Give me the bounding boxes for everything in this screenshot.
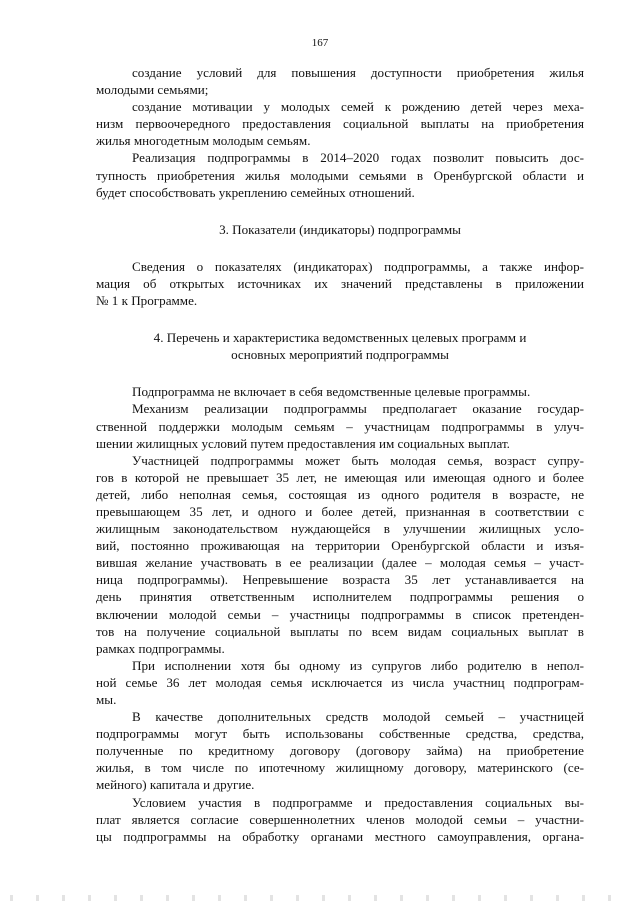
paragraph-line: ственной поддержки молодым семьям – участницам подпрограммы в улуч- [96,418,584,434]
paragraph-line: Условием участия в подпрограмме и предоставления социальных вы- [132,794,584,810]
paragraph-line: тов на получение социальной выплаты по всем видам социальных выплат в [96,623,584,639]
paragraph-line: мация об открытых источниках их значений представлены в приложении [96,275,584,291]
paragraph-line: полученные по кредитному договору (договору займа) на приобретение [96,743,584,759]
paragraph-line: При исполнении хотя бы одному из супругов либо родителю в непол- [132,657,584,673]
paragraph-line: жилья, в том числе по ипотечному жилищному договору, материнского (се- [96,760,584,776]
scan-edge-artifact [10,895,630,901]
document-body [96,64,584,845]
paragraph-line: № 1 к Программе. [96,293,198,309]
paragraph-line: будет способствовать укреплению семейных отношений. [96,184,415,200]
section-heading-line: основных мероприятий подпрограммы [231,347,449,363]
paragraph-line: гов в которой не превышает 35 лет, не имеющая или имеющая одного и более [96,469,584,485]
section-heading-line: 4. Перечень и характеристика ведомственных целевых программ и [153,330,527,346]
paragraph-line: мы. [96,692,117,707]
paragraph-line: день принятия ответственным исполнителем подпрограммы решения о [96,589,584,605]
paragraph-line: создание условий для повышения доступности приобретения жилья [132,65,584,80]
paragraph-line: Участницей подпрограммы может быть молодая семья, возраст супру- [132,452,584,468]
paragraph-line: вий, постоянно проживающая на территории Оренбургской области и изъя- [96,538,584,554]
paragraph-line: жилищным законодательством нуждающейся в улучшении жилищных усло- [96,521,584,537]
paragraph-line: ной семье 36 лет молодая семья исключается из числа участниц подпрограм- [96,674,584,690]
paragraph-line: превышающем 35 лет, и одного и более детей, признанная в соответствии с [96,503,584,519]
paragraph-line: детей, либо неполная семья, состоящая из одного родителя в возрасте, не [96,486,584,502]
paragraph-line: Сведения о показателях (индикаторах) подпрограммы, а также инфор- [132,258,584,274]
paragraph-line: плат является согласие совершеннолетних членов молодой семьи – участни- [96,811,584,827]
paragraph-line: Подпрограмма не включает в себя ведомственные целевые программы. [132,384,531,400]
paragraph-line: В качестве дополнительных средств молодой семьей – участницей [132,709,584,725]
paragraph-line: мейного) капитала и другие. [96,777,255,793]
section-heading-4 [96,329,584,363]
paragraph-line: включении молодой семьи – участницы подпрограммы в список претенден- [96,606,584,622]
paragraph-line: Реализация подпрограммы в 2014–2020 годах позволит повысить дос- [132,150,584,166]
paragraph-line: вившая желание участвовать в ее реализации (далее – молодая семья – участ- [96,555,584,571]
paragraph-line: жилья многодетным молодым семьям. [96,133,311,149]
section-heading-3 [96,221,584,238]
paragraph-line: создание мотивации у молодых семей к рождению детей через меха- [132,99,584,115]
paragraph-line: низм первоочередного предоставления социальной выплаты на приобретения [96,116,584,132]
section-heading-line: 3. Показатели (индикаторы) подпрограммы [219,221,461,237]
paragraph-line: молодыми семьями; [96,82,209,98]
paragraph-line: тупность приобретения жилья молодыми семьями в Оренбургской области и [96,167,584,183]
paragraph-line: Механизм реализации подпрограммы предполагает оказание государ- [132,401,584,417]
paragraph-line: цы подпрограммы на обработку органами местного самоуправления, органа- [96,828,584,844]
page-number: 167 [311,37,329,49]
paragraph-line: подпрограммы могут быть использованы собственные средства, средства, [96,726,584,742]
paragraph-line: ница подпрограммы). Непревышение возраста 35 лет устанавливается на [96,572,584,588]
paragraph-line: шении жилищных условий путем предоставления им социальных выплат. [96,435,510,451]
paragraph-line: рамках подпрограммы. [96,640,225,656]
